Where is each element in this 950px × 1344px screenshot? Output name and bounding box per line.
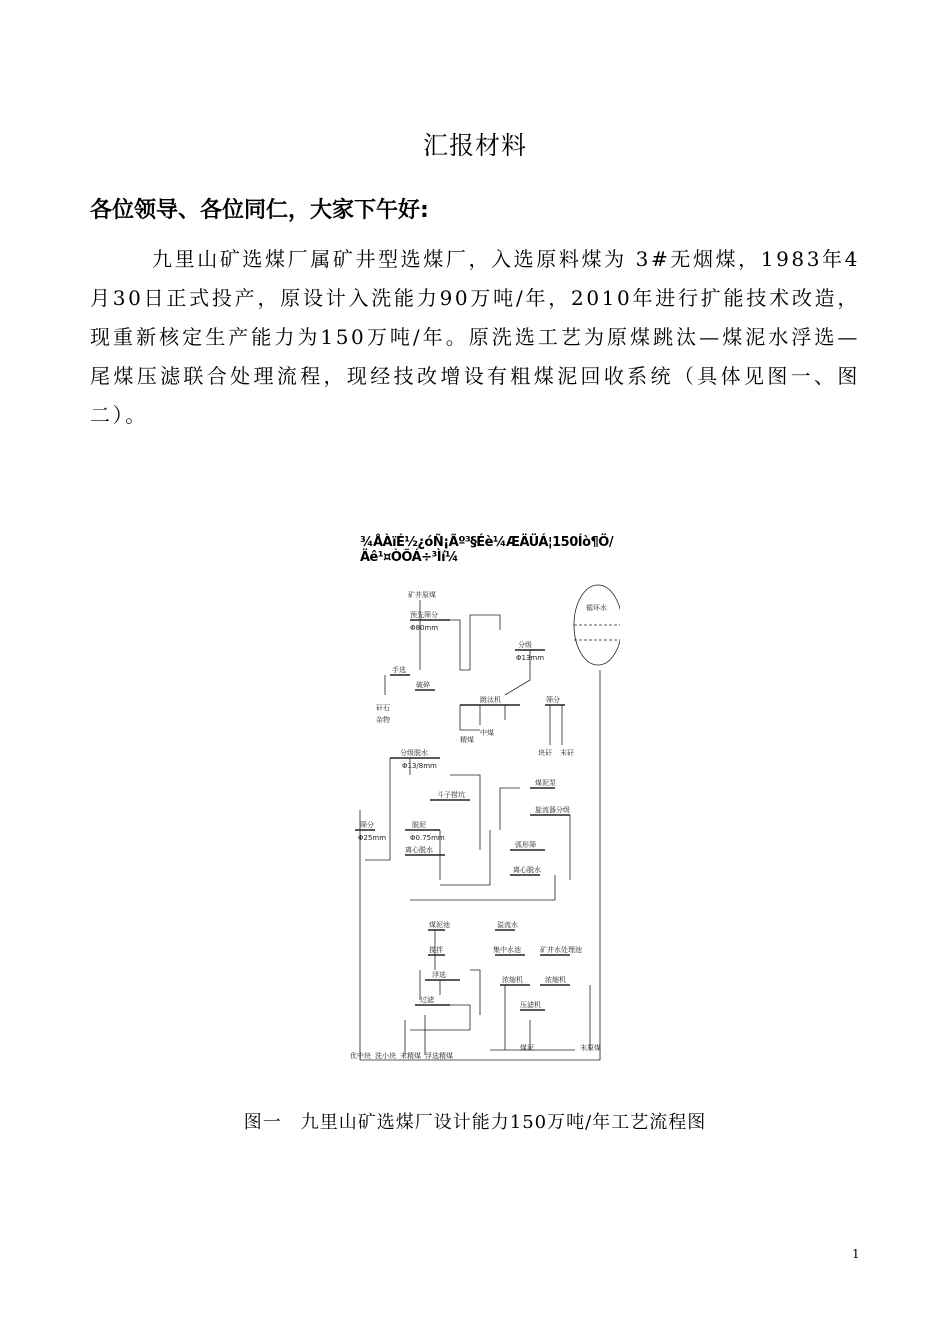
node-grading: 分级 [518,641,532,649]
node-cyclone: 旋流器分级 [535,806,570,814]
node-grade-dewater: 分级脱水 [400,749,428,757]
node-centrifuge2: 离心脱水 [513,866,541,874]
node-thickener: 浓缩机 [502,976,523,984]
node-overflow: 溢流水 [497,921,518,929]
process-flowchart [330,530,620,1070]
out-small: 洗小块 [375,1052,396,1060]
figure-header-garbled: ¾ÅÀïÉ½¿óÑ¡Ãº³§Éè¼ÆÄÜÁ¦150Íò¶Ö/Äê¹¤ÒÕÁ÷³Ìí¼ [360,535,614,565]
node-agitator: 搅拌 [429,946,443,954]
node-spiral: 弧形筛 [515,841,536,849]
page-number: 1 [852,1247,860,1261]
node-circ-water: 循环水 [586,604,607,612]
node-flotation: 浮选 [432,971,446,979]
node-thickener2: 浓缩机 [545,976,566,984]
node-debris: 杂物 [376,716,390,724]
node-gangue: 矸石 [376,704,390,712]
out-fine: 末精煤 [400,1052,421,1060]
node-filter: 过滤 [420,996,434,1004]
node-filter-press: 压滤机 [520,1001,541,1009]
node-slime-pump: 煤泥泵 [535,779,556,787]
out-tail: 末原煤 [580,1044,601,1052]
node-pre-screen: 预先筛分 [410,611,438,619]
node-slime-pool: 煤泥池 [429,921,450,929]
node-jig: 跳汰机 [480,696,501,704]
body-paragraph [90,240,860,435]
document-title: 汇报材料 [422,131,527,160]
node-desliming-size: Φ0.75mm [410,834,445,842]
node-grading-size: Φ13mm [516,654,545,662]
node-mine-water: 矿井水处理池 [540,946,582,954]
node-dewater-screen: 筛分 [546,696,560,704]
node-fine-gangue: 末矸 [560,749,574,757]
out-float: 浮选精煤 [425,1052,453,1060]
node-clean-coal: 精煤 [460,736,474,744]
node-collect-pool: 集中水池 [493,946,521,954]
node-centrifuge1: 离心脱水 [405,846,433,854]
node-pre-screen-size: Φ80mm [410,624,439,632]
figure-caption: 图一 九里山矿选煤厂设计能力150万吨/年工艺流程图 [243,1112,707,1133]
node-mid-coal: 中煤 [480,729,494,737]
node-bucket-elev: 斗子捞坑 [437,791,465,799]
node-mine-coal: 矿井原煤 [408,591,436,599]
out-mid: 优中块 [350,1052,371,1060]
node-screen-size-spec: Φ25mm [358,834,387,842]
body-paragraph-text: 九里山矿选煤厂属矿井型选煤厂，入选原料煤为 3#无烟煤，1983年4月30日正式投产，原设计入洗能力90万吨/年，2010年进行扩能技术改造，现重新核定生产能力为150万吨/年。原洗选工艺为原煤跳汰—煤泥水浮选—尾煤压滤联合处理流程，现经技改增设有粗煤泥回收系统（具体见图一、图二）。 [90,247,860,427]
node-grade-dewater-size: Φ13/8mm [402,762,437,770]
node-screen-size: 筛分 [360,821,374,829]
node-lump-gangue: 块矸 [538,749,552,757]
greeting: 各位领导、各位同仁，大家下午好: [90,198,429,223]
node-hand-pick: 手选 [392,666,406,674]
node-tail-coal: 煤泥 [520,1044,534,1052]
node-crusher: 破碎 [416,681,430,689]
node-desliming: 脱泥 [412,821,426,829]
